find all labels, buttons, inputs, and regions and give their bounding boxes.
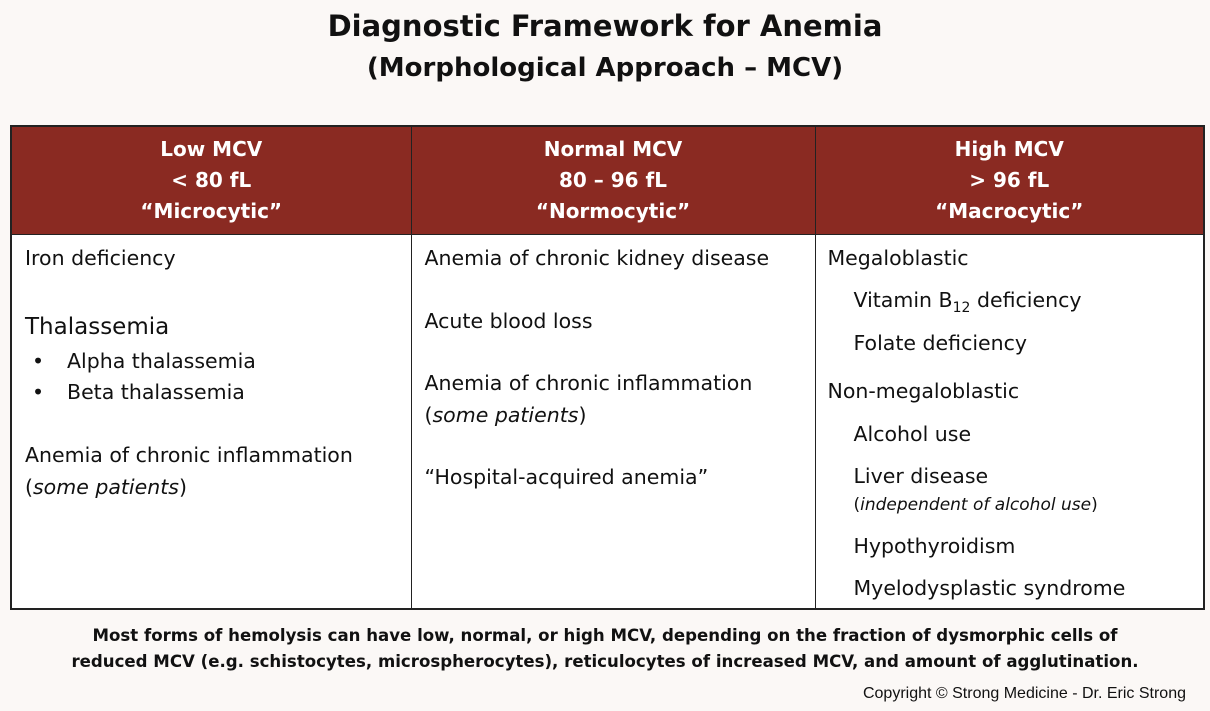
header-high-title: High MCV — [954, 137, 1064, 161]
header-low-title: Low MCV — [160, 137, 263, 161]
low-mcv-cell — [11, 235, 411, 610]
alcohol-use: Alcohol use — [853, 422, 972, 446]
vitamin-b12-deficiency: Vitamin $B_{12}$ deficiency — [853, 288, 1082, 316]
alpha-thalassemia: Alpha thalassemia — [67, 349, 256, 373]
non-megaloblastic-heading: Non-megaloblastic — [827, 379, 1020, 403]
acute-blood-loss: Acute blood loss — [424, 309, 593, 333]
normal-chronic-inflammation-note: (some patients) — [424, 403, 587, 427]
hemolysis-footnote — [0, 623, 1210, 675]
header-high-mcv — [815, 126, 1204, 235]
hospital-acquired-anemia: “Hospital-acquired anemia” — [424, 465, 709, 489]
header-high-term: “Macrocytic” — [935, 199, 1084, 223]
folate-deficiency: Folate deficiency — [853, 331, 1028, 355]
beta-thalassemia: Beta thalassemia — [67, 380, 245, 404]
myelodysplastic-syndrome: Myelodysplastic syndrome — [853, 576, 1126, 600]
slide-subtitle: (Morphological Approach – MCV) — [366, 53, 844, 83]
header-normal-term: “Normocytic” — [535, 199, 691, 223]
liver-disease-note: (independent of alcohol use) — [853, 495, 1098, 515]
header-low-mcv — [11, 126, 411, 235]
thalassemia-heading: Thalassemia — [25, 314, 170, 340]
header-row — [11, 126, 1204, 235]
liver-disease: Liver disease — [853, 464, 989, 488]
bullet-icon: • — [32, 380, 45, 404]
copyright-notice: Copyright © Strong Medicine - Dr. Eric Strong — [862, 685, 1186, 702]
iron-deficiency: Iron deficiency — [25, 246, 176, 270]
high-mcv-cell — [815, 235, 1204, 610]
bullet-icon: • — [32, 349, 45, 373]
footnote-line-1: Most forms of hemolysis can have low, normal, or high MCV, depending on the fraction of dysmorphic cells of — [92, 626, 1118, 645]
header-low-range: < 80 fL — [171, 168, 252, 192]
low-chronic-inflammation: Anemia of chronic inflammation — [25, 443, 353, 467]
header-low-term: “Microcytic” — [140, 199, 283, 223]
low-chronic-inflammation-note: (some patients) — [25, 475, 187, 499]
hypothyroidism: Hypothyroidism — [853, 534, 1016, 558]
megaloblastic-heading: Megaloblastic — [827, 246, 969, 270]
header-normal-title: Normal MCV — [543, 137, 683, 161]
normal-mcv-cell — [411, 235, 815, 610]
header-high-range: > 96 fL — [969, 168, 1050, 192]
mcv-table — [10, 125, 1205, 610]
slide-title: Diagnostic Framework for Anemia — [327, 9, 883, 43]
normal-chronic-inflammation: Anemia of chronic inflammation — [424, 371, 753, 395]
header-normal-mcv — [411, 126, 815, 235]
chronic-kidney-disease: Anemia of chronic kidney disease — [424, 246, 770, 270]
header-normal-range: 80 – 96 fL — [559, 168, 667, 192]
content-row — [11, 235, 1204, 610]
footnote-line-2: reduced MCV (e.g. schistocytes, microspherocytes), reticulocytes of increased MCV, and amount of agglutination. — [71, 652, 1139, 671]
